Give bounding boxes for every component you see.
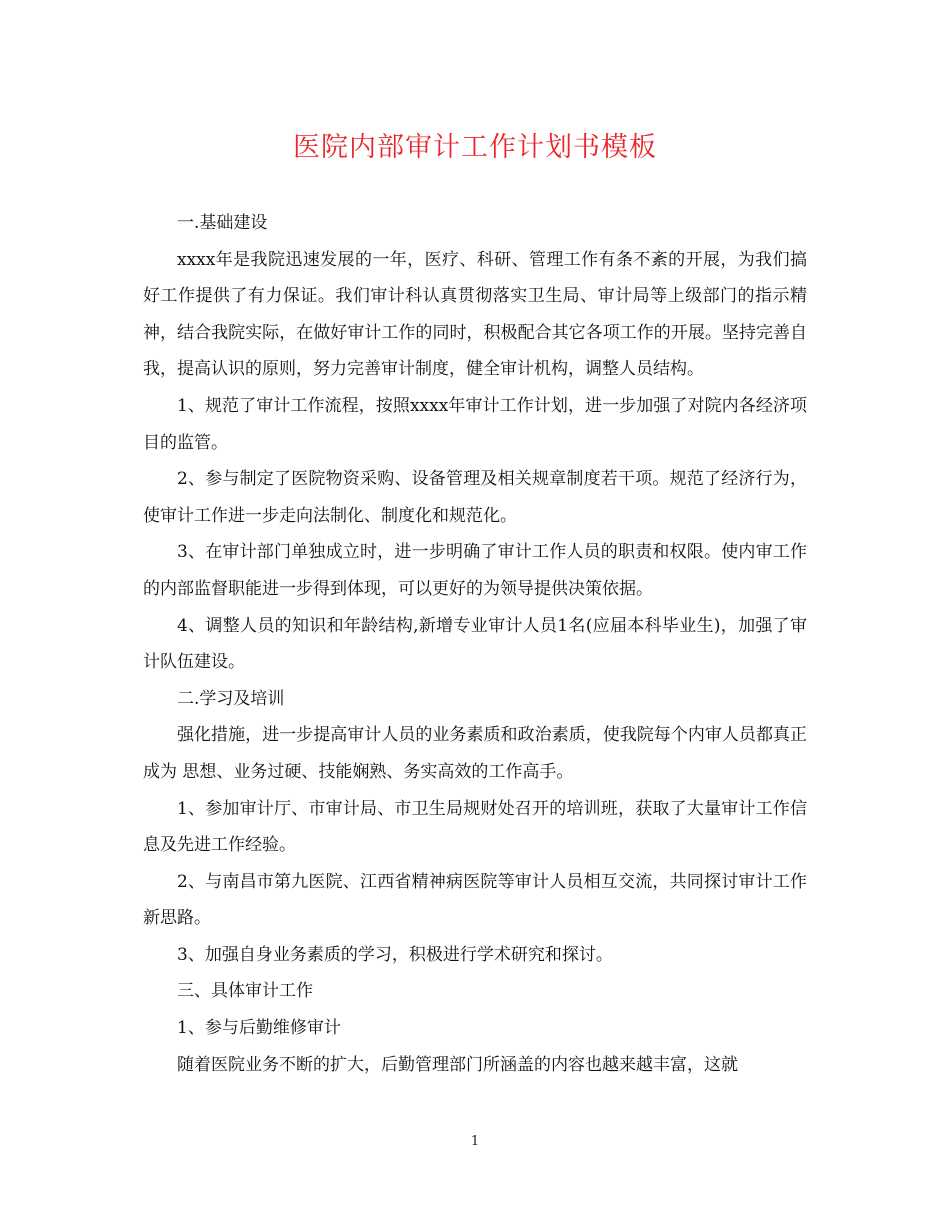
paragraph: 4、调整人员的知识和年龄结构,新增专业审计人员1名(应届本科毕业生)，加强了审计队伍建设。 — [143, 615, 807, 673]
paragraph: 1、参加审计厅、市审计局、市卫生局规财处召开的培训班，获取了大量审计工作信息及先进工作经验。 — [143, 798, 807, 856]
paragraph: 3、在审计部门单独成立时，进一步明确了审计工作人员的职责和权限。使内审工作的内部监督职能进一步得到体现，可以更好的为领导提供决策依据。 — [143, 542, 807, 599]
paragraph: 3、加强自身业务素质的学习，积极进行学术研究和探讨。 — [177, 944, 613, 965]
document-title: 医院内部审计工作计划书模板 — [293, 132, 657, 163]
paragraph: xxxx年是我院迅速发展的一年，医疗、科研、管理工作有条不紊的开展，为我们搞好工作提供了有力保证。我们审计科认真贯彻落实卫生局、审计局等上级部门的指示精神，结合我院实际，在做好审计工作的同时，积极配合其它各项工作的开展。坚持完善自我，提高认识的原则，努力完善审计制度，健全审计机构，调整人员结构。 — [143, 249, 807, 380]
section-heading: 一.基础建设 — [177, 213, 268, 233]
paragraph: 随着医院业务不断的扩大，后勤管理部门所涵盖的内容也越来越丰富，这就 — [177, 1054, 738, 1075]
paragraph: 2、与南昌市第九医院、江西省精神病医院等审计人员相互交流，共同探讨审计工作新思路。 — [143, 871, 807, 929]
document-body — [143, 205, 807, 1083]
paragraph: 2、参与制定了医院物资采购、设备管理及相关规章制度若干项。规范了经济行为，使审计工作进一步走向法制化、制度化和规范化。 — [143, 469, 807, 526]
section-heading: 三、具体审计工作 — [177, 981, 313, 1002]
paragraph: 强化措施，进一步提高审计人员的业务素质和政治素质，使我院每个内审人员都真正成为 思想、业务过硬、技能娴熟、务实高效的工作高手。 — [143, 725, 807, 782]
subsection-heading: 1、参与后勤维修审计 — [177, 1018, 341, 1039]
section-heading: 二.学习及培训 — [177, 688, 285, 709]
paragraph: 1、规范了审计工作流程，按照xxxx年审计工作计划，进一步加强了对院内各经济项目的监管。 — [143, 395, 807, 453]
page-number: 1 — [470, 1134, 480, 1149]
